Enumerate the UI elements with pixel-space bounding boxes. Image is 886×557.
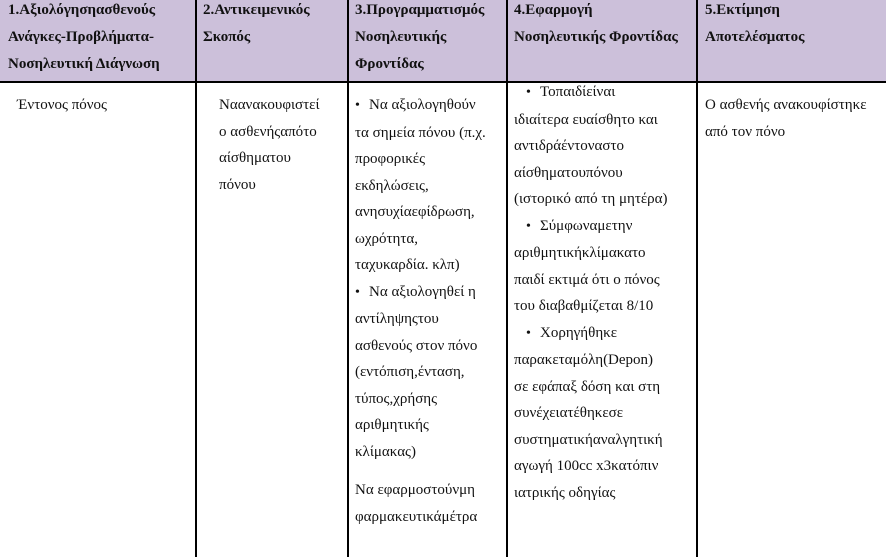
header-line: 2.Αντικειμενικός <box>203 2 310 18</box>
header-planning <box>355 0 503 81</box>
implementation-line: αντιδράέντοναστο <box>514 138 624 154</box>
objective-line: ο ασθενήςαπότο <box>219 123 317 140</box>
evaluation-line: από τον πόνο <box>705 123 786 140</box>
header-line: Σκοπός <box>203 29 251 45</box>
header-implementation <box>514 0 694 81</box>
implementation-line: παιδί εκτιμά ότι ο πόνος <box>514 271 660 288</box>
evaluation-line: Ο ασθενής ανακουφίστηκε <box>705 97 867 113</box>
planning-line: ασθενούς στον πόνο <box>355 337 478 354</box>
header-line: 3.Προγραμματισμός <box>355 2 485 18</box>
planning-line: φαρμακευτικάμέτρα <box>355 508 478 525</box>
cell-objective <box>219 92 339 198</box>
planning-line: ωχρότητα, <box>355 230 419 247</box>
column-divider <box>696 0 698 557</box>
header-line: Νοσηλευτικής Φροντίδας <box>514 29 678 45</box>
header-word: 1.Αξιολόγηση <box>8 2 97 18</box>
implementation-line: (ιστορικό από τη μητέρα) <box>514 191 668 207</box>
implementation-line: ιδιαίτερα ευαίσθητο και <box>514 111 658 128</box>
header-word: ασθενούς <box>96 2 156 18</box>
planning-line: αριθμητικής <box>355 417 429 433</box>
implementation-line: παρακεταμόλη(Depon) <box>514 352 654 368</box>
header-word: Προβλήματα- <box>65 29 155 45</box>
planning-line: εκδηλώσεις, <box>355 177 429 194</box>
planning-line: • Να αξιολογηθεί η <box>355 279 501 307</box>
header-line: Φροντίδας <box>355 56 424 72</box>
implementation-bullet-text: • Χορηγήθηκε <box>526 325 617 341</box>
implementation-line: αίσθηματουπόνου <box>514 164 623 181</box>
header-line: 4.Εφαρμογή <box>514 2 593 18</box>
planning-line: τύπος,χρήσης <box>355 390 438 407</box>
column-divider <box>195 0 197 557</box>
implementation-line <box>514 320 690 348</box>
implementation-line: του διαβαθμίζεται 8/10 <box>514 298 654 314</box>
header-word: Ανάγκες- <box>8 29 66 45</box>
planning-line: αντίληψηςτου <box>355 311 439 327</box>
column-divider <box>347 0 349 557</box>
implementation-line: αγωγή 100cc x3κατόπιν <box>514 458 659 474</box>
header-evaluation <box>705 0 885 81</box>
objective-line: πόνου <box>219 176 256 193</box>
planning-line: προφορικές <box>355 151 426 167</box>
cell-implementation <box>514 79 690 506</box>
paragraph-spacer <box>355 465 501 477</box>
planning-line: ανησυχίαεφίδρωση, <box>355 204 475 220</box>
planning-line: • Να αξιολογηθούν <box>355 92 501 120</box>
planning-line: τα σημεία πόνου (π.χ. <box>355 124 486 141</box>
header-objective <box>203 0 343 81</box>
header-assessment <box>8 0 191 81</box>
implementation-line: σε εφάπαξ δόση και στη <box>514 378 661 395</box>
header-line: Αποτελέσματος <box>705 29 805 45</box>
header-line: Νοσηλευτική Διάγνωση <box>8 56 160 72</box>
column-divider <box>506 0 508 557</box>
implementation-line: αριθμητικήκλίμακατο <box>514 245 646 261</box>
planning-line: κλίμακας) <box>355 443 416 460</box>
implementation-line: • Σύμφωναμετην <box>514 213 690 241</box>
cell-assessment <box>17 92 187 119</box>
planning-line: ταχυκαρδία. κλπ) <box>355 257 460 273</box>
implementation-line: συστηματικήαναλγητική <box>514 431 663 448</box>
implementation-line: συνέχειατέθηκεσε <box>514 405 624 421</box>
objective-line: αίσθηματου <box>219 150 291 166</box>
implementation-line: • Τοπαιδίείναι <box>514 79 690 107</box>
header-line: Νοσηλευτικής <box>355 29 447 45</box>
planning-line: Να εφαρμοστούνμη <box>355 482 475 498</box>
planning-line: (εντόπιση,ένταση, <box>355 364 465 380</box>
cell-evaluation <box>705 92 885 145</box>
assessment-text: Έντονος πόνος <box>17 97 107 113</box>
header-line: 5.Εκτίμηση <box>705 2 780 18</box>
cell-planning <box>355 92 501 530</box>
implementation-line: ιατρικής οδηγίας <box>514 484 616 501</box>
objective-line: Ναανακουφιστεί <box>219 97 320 113</box>
